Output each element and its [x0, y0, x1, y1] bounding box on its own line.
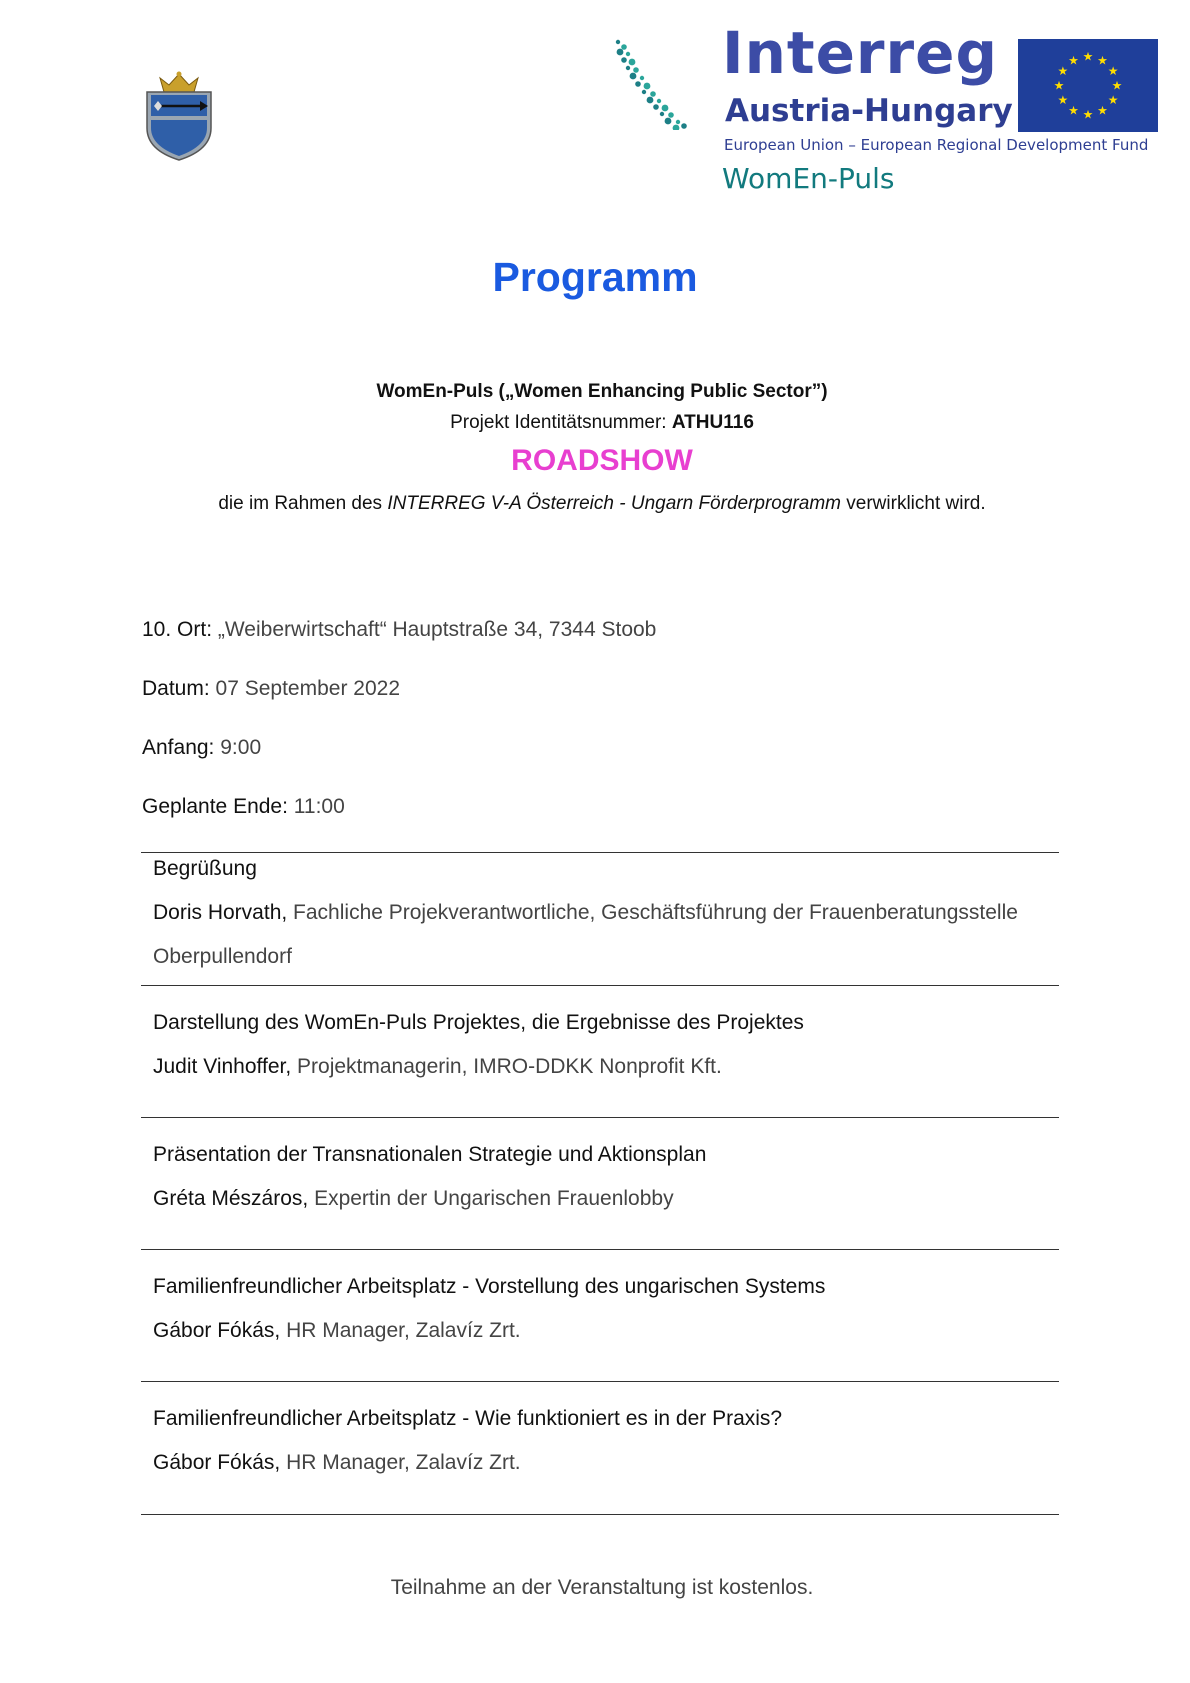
event-end-value: 11:00: [293, 795, 345, 818]
event-location: [142, 618, 656, 642]
logo-dot: [662, 105, 669, 112]
agenda-item-title: Begrüßung: [153, 857, 257, 880]
event-end: [142, 795, 345, 819]
event-start-value: 9:00: [220, 736, 262, 759]
agenda-speaker-name: Doris Horvath,: [153, 901, 288, 924]
agenda-speaker-name: Gábor Fókás,: [153, 1319, 281, 1342]
agenda-item-speaker-line: [153, 1319, 521, 1343]
event-date-value: 07 September 2022: [215, 677, 400, 700]
program-description: [0, 493, 1190, 515]
logo-dot: [668, 112, 674, 118]
agenda-item-speaker-line: [153, 1055, 722, 1079]
interreg-logo-text: Interreg: [722, 19, 998, 87]
agenda-divider: [141, 1117, 1059, 1118]
event-location-value: „Weiberwirtschaft“ Hauptstraße 34, 7344 Stoob: [217, 618, 657, 641]
project-id-line: [0, 412, 1190, 434]
municipal-crest-logo: [142, 70, 216, 162]
program-desc-prefix: die im Rahmen des: [218, 493, 383, 514]
eu-star-icon: ★: [1057, 93, 1069, 107]
agenda-item-speaker-line: [153, 901, 1018, 925]
event-date-label: Datum:: [142, 677, 210, 700]
logo-dot: [657, 99, 661, 103]
eu-star-icon: ★: [1053, 78, 1065, 93]
event-end-label: Geplante Ende:: [142, 795, 288, 818]
womenpuls-logo-text: WomEn-Puls: [722, 162, 895, 195]
logo-dot: [633, 67, 639, 73]
eu-star-icon: ★: [1057, 64, 1069, 78]
logo-dot: [642, 90, 646, 94]
agenda-divider: [141, 1249, 1059, 1250]
program-desc-name: INTERREG V-A Österreich - Ungarn Förderprogramm: [387, 493, 841, 514]
eu-star-icon: ★: [1082, 107, 1094, 122]
logo-dot: [626, 66, 630, 70]
agenda-speaker-role: Projektmanagerin, IMRO-DDKK Nonprofit Kft.: [297, 1055, 722, 1078]
logo-dot: [621, 44, 627, 50]
eu-star-icon: ★: [1068, 53, 1079, 68]
logo-dot: [665, 118, 672, 125]
agenda-speaker-role: HR Manager, Zalavíz Zrt.: [286, 1319, 521, 1342]
project-id-value: ATHU116: [671, 412, 754, 433]
agenda-speaker-role: Fachliche Projekverantwortliche, Geschäftsführung der Frauenberatungsstelle: [293, 901, 1018, 924]
logo-dot: [676, 120, 680, 124]
event-location-label: 10. Ort:: [142, 618, 213, 641]
logo-dot: [635, 81, 641, 87]
eu-star-icon: ★: [1111, 78, 1123, 93]
eu-star-icon: ★: [1107, 93, 1119, 107]
eu-star-icon: ★: [1082, 49, 1094, 64]
agenda-speaker-role: Expertin der Ungarischen Frauenlobby: [314, 1187, 674, 1210]
project-name-text: WomEn-Puls („Women Enhancing Public Sector”): [376, 381, 828, 402]
agenda-speaker-name: Gréta Mészáros,: [153, 1187, 309, 1210]
logo-dot: [629, 59, 636, 66]
logo-dot: [681, 123, 687, 129]
roadshow-heading: ROADSHOW: [511, 444, 693, 477]
interreg-region-text: Austria-Hungary: [725, 93, 1013, 129]
agenda-speaker-role-cont: Oberpullendorf: [153, 945, 292, 968]
eu-star-icon: ★: [1107, 64, 1119, 78]
interreg-fund-text: European Union – European Regional Development Fund: [724, 136, 1149, 154]
agenda-item-speaker-line: [153, 1187, 674, 1211]
participation-note: Teilnahme an der Veranstaltung ist kostenlos.: [390, 1576, 814, 1599]
logo-dot: [616, 40, 620, 44]
logo-dot: [617, 49, 624, 56]
project-name: [0, 381, 1190, 403]
agenda-speaker-name: Judit Vinhoffer,: [153, 1055, 292, 1078]
eu-star-icon: ★: [1068, 103, 1079, 118]
project-id-label: Projekt Identitätsnummer:: [450, 412, 667, 433]
agenda-divider: [141, 1381, 1059, 1382]
logo-dot: [650, 91, 656, 97]
logo-dot: [660, 112, 664, 116]
agenda-item-speaker-line: [153, 1451, 521, 1475]
event-start: [142, 736, 261, 760]
logo-dot: [644, 83, 651, 90]
logo-dot: [673, 125, 680, 130]
event-start-label: Anfang:: [142, 736, 215, 759]
interreg-dots-icon: [612, 38, 700, 130]
logo-dot: [626, 52, 630, 56]
agenda-item-title: Familienfreundlicher Arbeitsplatz - Wie funktioniert es in der Praxis?: [153, 1407, 783, 1430]
logo-dot: [640, 76, 644, 80]
agenda-item-title: Präsentation der Transnationalen Strategie und Aktionsplan: [153, 1143, 707, 1166]
agenda-divider: [141, 1514, 1059, 1515]
agenda-divider: [141, 985, 1059, 986]
program-desc-suffix: verwirklicht wird.: [846, 493, 986, 514]
agenda-item-title: Familienfreundlicher Arbeitsplatz - Vorstellung des ungarischen Systems: [153, 1275, 826, 1298]
logo-dot: [630, 73, 637, 80]
eu-star-icon: ★: [1097, 103, 1108, 118]
logo-dot: [653, 104, 659, 110]
event-date: [142, 677, 400, 701]
agenda-item-title: Darstellung des WomEn-Puls Projektes, die Ergebnisse des Projektes: [153, 1011, 804, 1034]
agenda-speaker-role: HR Manager, Zalavíz Zrt.: [286, 1451, 521, 1474]
eu-star-icon: ★: [1097, 53, 1108, 68]
agenda-speaker-name: Gábor Fókás,: [153, 1451, 281, 1474]
logo-dot: [647, 97, 654, 104]
eu-flag-icon: [1018, 39, 1158, 132]
page-title: Programm: [492, 254, 698, 300]
agenda-divider: [141, 852, 1059, 853]
logo-dot: [621, 57, 627, 63]
